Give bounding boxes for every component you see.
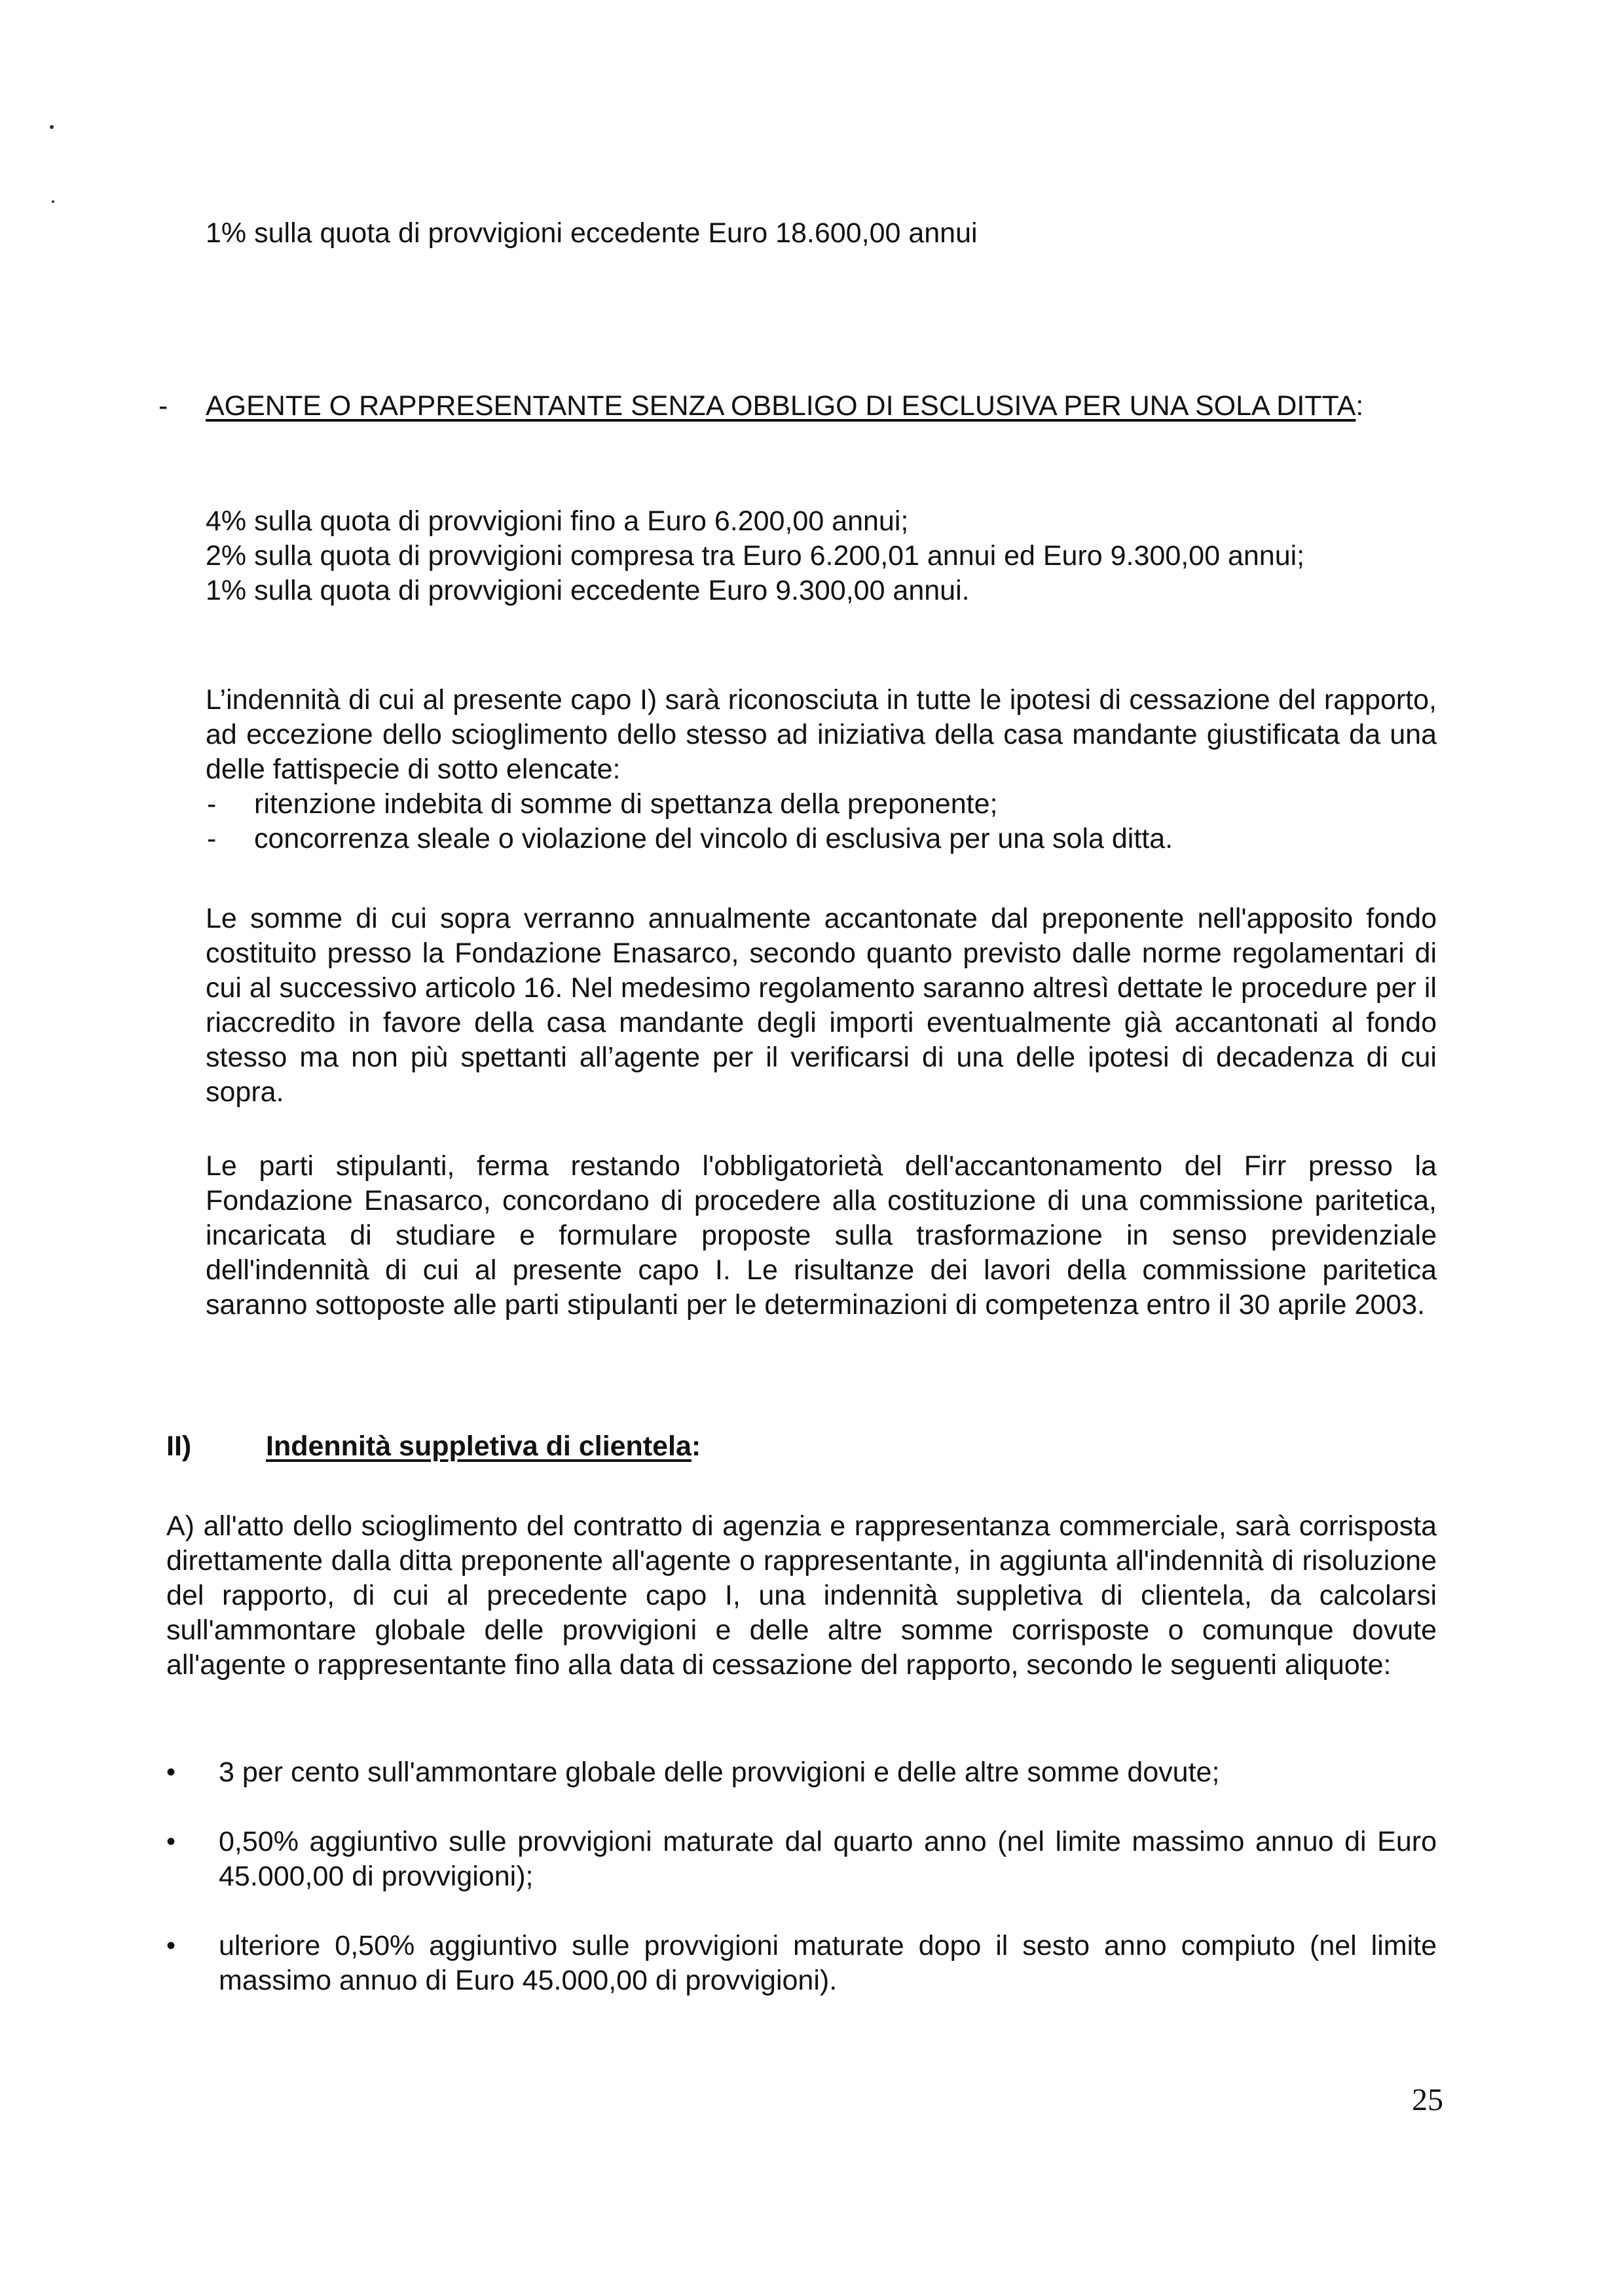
item-dash-marker: - — [207, 788, 217, 820]
item-text: concorrenza sleale o violazione del vincolo di esclusiva per una sola ditta. — [254, 823, 1173, 854]
cessation-paragraph — [206, 683, 1437, 787]
aliquota-item — [166, 1755, 1437, 1790]
section-title: Indennità suppletiva di clientela — [266, 1430, 692, 1462]
cessation-item — [207, 822, 1433, 856]
aliquota-text: 0,50% aggiuntivo sulle provvigioni maturate dal quarto anno (nel limite massimo annuo di Euro 45.000,00 di provvigioni); — [219, 1826, 1437, 1892]
cessation-text: L’indennità di cui al presente capo I) sarà riconosciuta in tutte le ipotesi di cessazione del rapporto, ad eccezione dello scioglimento dello stesso ad iniziativa della casa mandante giustificata da una delle fattispecie di sotto elencate: — [206, 684, 1437, 785]
heading-dash-marker: - — [158, 390, 168, 422]
bullet-icon: • — [166, 1827, 176, 1856]
bullet-icon: • — [166, 1931, 176, 1960]
item-dash-marker: - — [207, 823, 217, 854]
section-title-colon: : — [691, 1430, 701, 1462]
agent-rates-list — [206, 504, 1437, 608]
rate-line: 4% sulla quota di provvigioni fino a Euro 6.200,00 annui; — [206, 505, 909, 537]
scan-speck — [52, 200, 54, 203]
section-two-heading — [166, 1429, 1214, 1464]
parties-paragraph: Le parti stipulanti, ferma restando l'obbligatorietà dell'accantonamento del Firr presso la Fondazione Enasarco, concordano di procedere alla costituzione di una commissione paritetica, incaricata di studiare e formulare proposte sulla trasformazione in senso previdenziale dell'indennità di cui al presente capo I. Le risultanze dei lavori della commissione paritetica saranno sottoposte alle parti stipulanti per le determinazioni di competenza entro il 30 aprile 2003. — [206, 1150, 1437, 1321]
page-number: 25 — [1412, 2083, 1443, 2117]
aliquota-item — [166, 1825, 1437, 1894]
bullet-icon: • — [166, 1758, 176, 1787]
heading-colon: : — [1356, 390, 1364, 422]
agent-section-heading — [158, 389, 1437, 424]
aliquota-item — [166, 1929, 1437, 1998]
aliquota-text: ulteriore 0,50% aggiuntivo sulle provvigioni maturate dopo il sesto anno compiuto (nel limite massimo annuo di Euro 45.000,00 di provvigioni). — [219, 1930, 1437, 1996]
rate-line: 2% sulla quota di provvigioni compresa tra Euro 6.200,01 annui ed Euro 9.300,00 annui; — [206, 540, 1305, 572]
aliquote-bullets — [166, 1755, 1437, 1998]
scan-speck — [50, 125, 54, 129]
section-number: II) — [166, 1430, 192, 1462]
cessation-items — [207, 787, 1433, 856]
section-two-paragraph-a: A) all'atto dello scioglimento del contratto di agenzia e rappresentanza commerciale, sarà corrisposta direttamente dalla ditta preponente all'agente o rappresentante, in aggiunta all'indennità di risoluzione del rapporto, di cui al precedente capo I, una indennità suppletiva di clientela, da calcolarsi sull'ammontare globale delle provvigioni e delle altre somme corrisposte o comunque dovute all'agente o rappresentante fino alla data di cessazione del rapporto, secondo le seguenti aliquote: — [166, 1510, 1437, 1681]
top-rate-line: 1% sulla quota di provvigioni eccedente Euro 18.600,00 annui — [206, 217, 978, 249]
item-text: ritenzione indebita di somme di spettanza della preponente; — [254, 788, 998, 820]
rate-line: 1% sulla quota di provvigioni eccedente Euro 9.300,00 annui. — [206, 575, 970, 606]
cessation-item — [207, 787, 1433, 822]
heading-text: AGENTE O RAPPRESENTANTE SENZA OBBLIGO DI ESCLUSIVA PER UNA SOLA DITTA — [206, 390, 1356, 422]
sums-paragraph: Le somme di cui sopra verranno annualmente accantonate dal preponente nell'apposito fondo costituito presso la Fondazione Enasarco, secondo quanto previsto dalle norme regolamentari di cui al successivo articolo 16. Nel medesimo regolamento saranno altresì dettate le procedure per il riaccredito in favore della casa mandante degli importi eventualmente già accantonati al fondo stesso ma non più spettanti all’agente per il verificarsi di una delle ipotesi di decadenza di cui sopra. — [206, 903, 1437, 1108]
aliquota-text: 3 per cento sull'ammontare globale delle provvigioni e delle altre somme dovute; — [219, 1757, 1220, 1788]
